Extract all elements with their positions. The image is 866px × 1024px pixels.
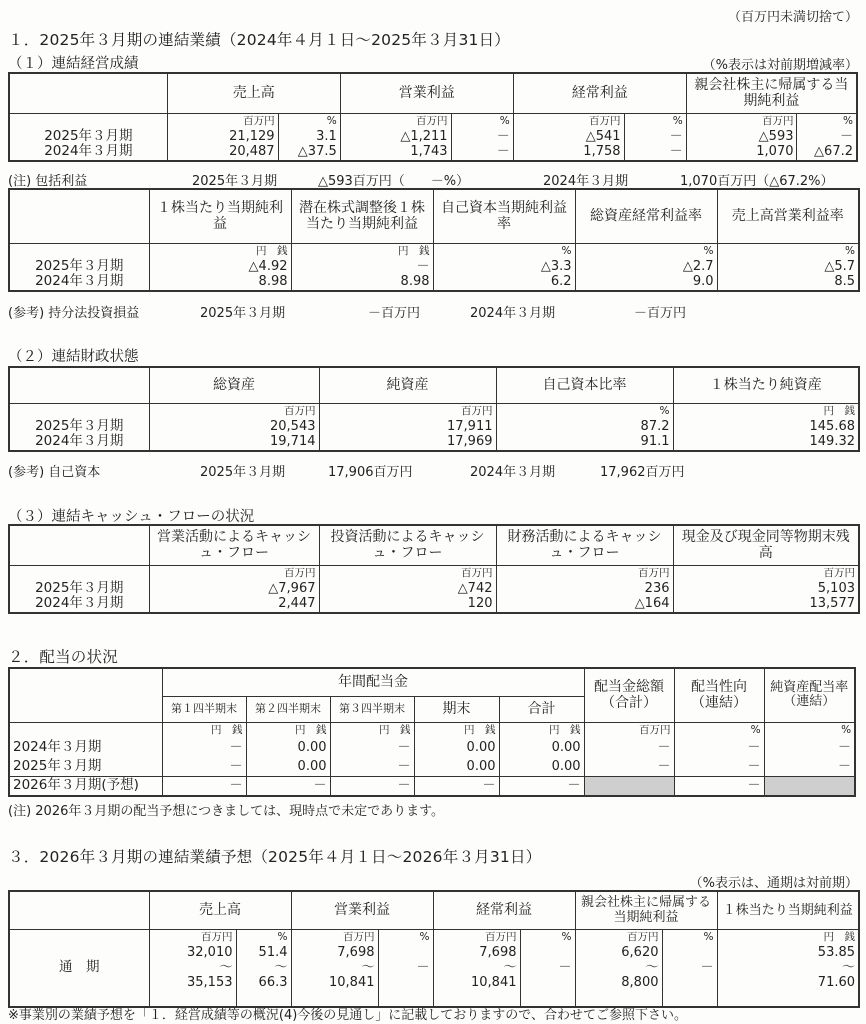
- col-header: １株当たり純資産: [673, 367, 859, 403]
- col-header: 総資産経常利益率: [575, 189, 717, 243]
- sub3-title: （３）連結キャッシュ・フローの状況: [8, 509, 255, 525]
- col-header: 期末: [414, 696, 499, 722]
- data-cell: % 51.4 ～ 66.3: [236, 929, 291, 1007]
- col-header: 経常利益: [433, 891, 575, 929]
- equity-value1: 17,906百万円: [328, 465, 413, 480]
- col-header: 純資産配当率（連結）: [764, 668, 855, 722]
- col-header: 純資産: [319, 367, 496, 403]
- col-header: １株当たり当期純利益: [149, 189, 291, 243]
- corner-cell: [9, 73, 167, 113]
- unit-note: （百万円未満切捨て）: [727, 10, 858, 25]
- data-cell: % －: [662, 929, 717, 1007]
- row-labels: 2025年３月期 2024年３月期: [9, 403, 149, 451]
- corner-cell: [9, 891, 149, 929]
- col-header: 配当性向（連結）: [674, 668, 764, 722]
- section3-note: （%表示は、通期は対前期）: [689, 876, 858, 891]
- equity-method-value2: －百万円: [634, 306, 687, 321]
- data-cell: % △2.7 9.0: [575, 243, 717, 291]
- col-header: 第２四半期末: [246, 696, 330, 722]
- col-header: 第１四半期末: [162, 696, 246, 722]
- col-header: 自己資本当期純利益率: [433, 189, 575, 243]
- data-cell: % － －: [674, 722, 764, 776]
- dividends-table: [8, 667, 856, 797]
- data-cell: 百万円 △7,967 2,447: [149, 565, 319, 613]
- per-share-table: [8, 188, 860, 292]
- data-cell: % － －: [764, 722, 855, 776]
- equity-method-value1: －百万円: [368, 306, 421, 321]
- dividend-note: (注) 2026年３月期の配当予想につきましては、現時点で未定であります。: [8, 804, 445, 819]
- col-header: 配当金総額（合計）: [584, 668, 674, 722]
- sub1-title: （１）連結経営成績: [8, 56, 139, 72]
- data-cell: －: [162, 776, 246, 796]
- financial-position-table: [8, 366, 860, 452]
- sub2-title: （２）連結財政状態: [8, 349, 139, 365]
- data-cell: 百万円 6,620 ～ 8,800: [575, 929, 662, 1007]
- corner-cell: [9, 367, 149, 403]
- comprehensive-period2: 2024年３月期: [543, 174, 629, 189]
- col-header: 総資産: [149, 367, 319, 403]
- data-cell: % －: [378, 929, 433, 1007]
- col-header: 売上高: [167, 73, 340, 113]
- data-cell: 百万円 236 △164: [496, 565, 673, 613]
- data-cell: 円 銭 △4.92 8.98: [149, 243, 291, 291]
- equity-period1: 2025年３月期: [200, 465, 286, 480]
- data-cell: 百万円 21,129 20,487: [167, 113, 278, 161]
- comprehensive-label: (注) 包括利益: [8, 174, 88, 189]
- col-header: 経常利益: [513, 73, 686, 113]
- col-header: 現金及び現金同等物期末残高: [673, 525, 859, 565]
- data-cell: －: [499, 776, 584, 796]
- col-header: 投資活動によるキャッシュ・フロー: [319, 525, 496, 565]
- col-header: 営業活動によるキャッシュ・フロー: [149, 525, 319, 565]
- data-cell: 百万円 △1,211 1,743: [340, 113, 451, 161]
- data-cell: 円 銭 － －: [330, 722, 414, 776]
- forecast-table: [8, 890, 860, 1008]
- data-cell: 百万円 7,698 ～ 10,841: [291, 929, 378, 1007]
- data-cell: 百万円 △593 1,070: [686, 113, 797, 161]
- data-cell: % － －: [451, 113, 513, 161]
- comprehensive-period1: 2025年３月期: [192, 174, 278, 189]
- col-header: 自己資本比率: [496, 367, 673, 403]
- section1-title: １．2025年３月期の連結業績（2024年４月１日～2025年３月31日）: [8, 31, 510, 49]
- col-header: １株当たり当期純利益: [717, 891, 859, 929]
- data-cell: % － △67.2: [797, 113, 857, 161]
- equity-period2: 2024年３月期: [470, 465, 556, 480]
- data-cell: 円 銭 0.00 0.00: [246, 722, 330, 776]
- data-cell: % 87.2 91.1: [496, 403, 673, 451]
- equity-method-period2: 2024年３月期: [470, 306, 556, 321]
- data-cell: 百万円 7,698 ～ 10,841: [433, 929, 520, 1007]
- forecast-footnote: ※事業別の業績予想を「１．経営成績等の概況(4)今後の見通し」に記載しておりますので、合わせてご参照下さい。: [8, 1008, 688, 1023]
- data-cell: 円 銭 0.00 0.00: [414, 722, 499, 776]
- section2-title: ２．配当の状況: [8, 648, 118, 666]
- data-cell: 百万円 20,543 19,714: [149, 403, 319, 451]
- data-cell: 円 銭 145.68 149.32: [673, 403, 859, 451]
- operating-results-table: [8, 72, 858, 162]
- col-header: 財務活動によるキャッシュ・フロー: [496, 525, 673, 565]
- row-labels: 2025年３月期 2024年３月期: [9, 565, 149, 613]
- data-cell: % －: [520, 929, 575, 1007]
- data-cell: 百万円 △742 120: [319, 565, 496, 613]
- cash-flow-table: [8, 524, 860, 614]
- data-cell: 円 銭 53.85 ～ 71.60: [717, 929, 859, 1007]
- equity-value2: 17,962百万円: [600, 465, 685, 480]
- col-header: 親会社株主に帰属する当期純利益: [686, 73, 857, 113]
- data-cell: 円 銭 － 8.98: [291, 243, 433, 291]
- corner-cell: [9, 525, 149, 565]
- col-header: 営業利益: [340, 73, 513, 113]
- data-cell: 百万円 32,010 ～ 35,153: [149, 929, 236, 1007]
- group-header: 年間配当金: [162, 668, 584, 696]
- data-cell: 百万円 △541 1,758: [513, 113, 624, 161]
- data-cell: －: [414, 776, 499, 796]
- comprehensive-value1: △593百万円（ －%）: [318, 174, 470, 189]
- col-header: 営業利益: [291, 891, 433, 929]
- comprehensive-value2: 1,070百万円（△67.2%）: [680, 174, 834, 189]
- row-labels: 2025年３月期 2024年３月期: [9, 243, 149, 291]
- col-header: 合計: [499, 696, 584, 722]
- equity-method-label: (参考) 持分法投資損益: [8, 306, 140, 321]
- col-header: 親会社株主に帰属する当期純利益: [575, 891, 717, 929]
- data-cell: 百万円 － －: [584, 722, 674, 776]
- data-cell: 百万円 5,103 13,577: [673, 565, 859, 613]
- data-cell: －: [674, 776, 764, 796]
- shaded-cell: [584, 776, 674, 796]
- data-cell: % △5.7 8.5: [717, 243, 859, 291]
- data-cell: % － －: [624, 113, 686, 161]
- equity-method-period1: 2025年３月期: [200, 306, 286, 321]
- data-cell: －: [246, 776, 330, 796]
- col-header: 売上高: [149, 891, 291, 929]
- section3-title: ３．2026年３月期の連結業績予想（2025年４月１日～2026年３月31日）: [8, 848, 542, 866]
- data-cell: % 3.1 △37.5: [278, 113, 340, 161]
- row-labels: 2025年３月期 2024年３月期: [9, 113, 167, 161]
- col-header: 潜在株式調整後１株当たり当期純利益: [291, 189, 433, 243]
- data-cell: 円 銭 － －: [162, 722, 246, 776]
- col-header: 売上高営業利益率: [717, 189, 859, 243]
- sub1-note: （%表示は対前期増減率）: [702, 58, 858, 73]
- corner-cell: [9, 668, 162, 722]
- equity-label: (参考) 自己資本: [8, 465, 101, 480]
- data-cell: 円 銭 0.00 0.00: [499, 722, 584, 776]
- corner-cell: [9, 189, 149, 243]
- col-header: 第３四半期末: [330, 696, 414, 722]
- data-cell: 百万円 17,911 17,969: [319, 403, 496, 451]
- row-label: 通 期: [9, 929, 149, 1007]
- data-cell: % △3.3 6.2: [433, 243, 575, 291]
- forecast-row-label: 2026年３月期(予想): [9, 776, 162, 796]
- shaded-cell: [764, 776, 855, 796]
- row-labels: 2024年３月期 2025年３月期: [9, 722, 162, 776]
- data-cell: －: [330, 776, 414, 796]
